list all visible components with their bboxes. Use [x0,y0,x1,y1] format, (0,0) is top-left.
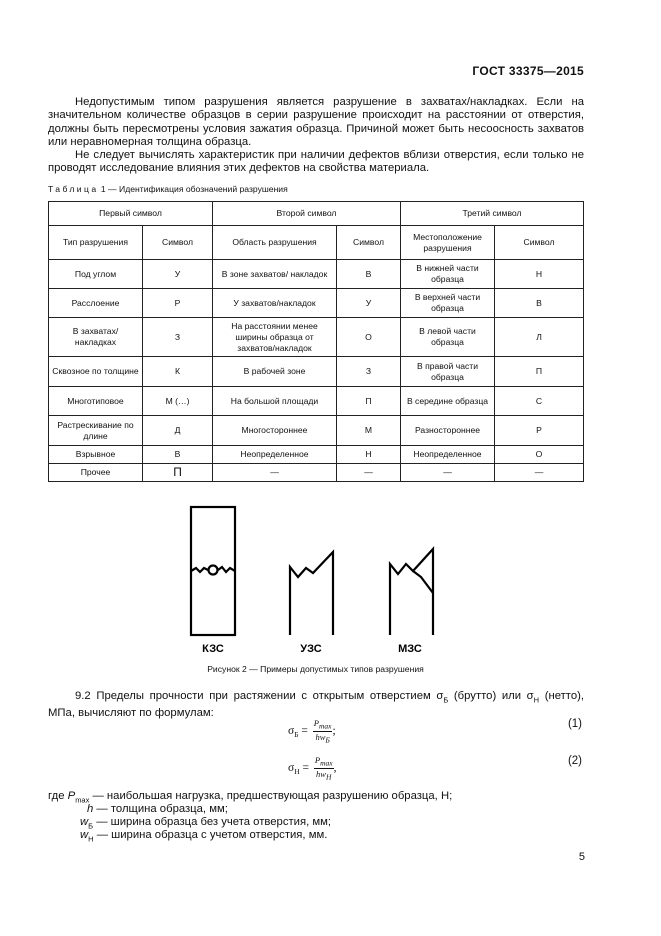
table-cell: Взрывное [49,446,143,464]
table-row [49,318,584,357]
column-header: Область разрушения [213,226,337,260]
definition-text: — толщина образца, мм; [93,803,228,815]
uzs-specimen [290,552,333,635]
document-header: ГОСТ 33375—2015 [472,64,584,78]
table-row [49,464,584,482]
table-cell: В правой части образца [401,357,495,387]
section-9-2 [48,690,584,720]
table-header-row [49,226,584,260]
table-cell: З [143,318,213,357]
table-row [49,357,584,387]
table-cell: О [495,446,584,464]
formula-symbol: P [314,755,321,765]
table-cell: Неопределенное [401,446,495,464]
failure-types-figure [186,505,446,657]
table-cell: В верхней части образца [401,289,495,318]
table-cell: Сквозное по толщине [49,357,143,387]
table-cell: В захватах/ накладках [49,318,143,357]
table-row [49,289,584,318]
section-text: (нетто), МПа, вычисляют по формулам: [48,690,585,719]
subscript: Б [294,730,299,740]
table-cell: Разностороннее [401,416,495,446]
table-cell: В левой части образца [401,318,495,357]
table-cell: В [337,260,401,289]
section-text: (брутто) или σ [448,690,534,702]
definition-symbol: w [80,816,89,828]
column-header: Символ [337,226,401,260]
figure-label: МЗС [398,643,422,655]
figure-caption: Рисунок 2 — Примеры допустимых типов разрушения [207,664,424,674]
table-cell: В рабочей зоне [213,357,337,387]
definition-symbol: h [87,803,94,815]
failure-codes-table [48,201,584,482]
table-cell: К [143,357,213,387]
formula-punct: ; [332,724,336,737]
table-cell: М [337,416,401,446]
denominator [313,732,333,745]
table-caption [48,184,288,194]
paragraph-failure-type [48,96,584,149]
table-cell: Р [143,289,213,318]
formula-number: (2) [567,755,582,767]
table-cell: Л [495,318,584,357]
formula-symbol: σ [288,724,295,737]
table-cell: П [337,387,401,416]
group-header: Второй символ [213,202,401,226]
table-row [49,387,584,416]
fraction [314,755,334,781]
table-cell: З [337,357,401,387]
column-header: Символ [143,226,213,260]
definition-symbol: w [80,829,89,841]
denominator [314,769,334,782]
table-cell: — [337,464,401,482]
table-cell: П [495,357,584,387]
definition-symbol: P [67,790,76,802]
table-cell: Многотиповое [49,387,143,416]
kzs-specimen [191,507,235,635]
table-cell: — [401,464,495,482]
table-cell: У [337,289,401,318]
column-header: Местоположение разрушения [401,226,495,260]
table-group-header-row [49,202,584,226]
table-cell: О [337,318,401,357]
column-header: Тип разрушения [49,226,143,260]
table-cell: Растрескивание по длине [49,416,143,446]
subscript: Н [294,767,300,777]
table-cell: С [495,387,584,416]
fraction [313,718,336,745]
table-cell: Многостороннее [213,416,337,446]
definition-text: — наибольшая нагрузка, предшествующая разрушению образца, Н; [89,790,453,802]
paragraph-text: Не следует вычислять характеристик при наличии дефектов вблизи отверстия, если только не проводят исследование влияния этих дефектов на свойства материала. [48,149,584,175]
definition-prefix: где [48,790,68,802]
table-cell: У [143,260,213,289]
subscript: Б [443,695,449,705]
table-cell: Под углом [49,260,143,289]
table-cell: На расстоянии менее ширины образца от захватов/накладок [213,318,337,357]
table-cell: Расслоение [49,289,143,318]
formula-symbol: hw [316,768,326,779]
numerator [314,755,334,769]
table-cell: Неопределенное [213,446,337,464]
definition-text: — ширина образца с учетом отверстия, мм. [93,829,328,841]
formula-symbol: P [313,718,319,728]
subscript: max [318,721,332,731]
table-cell: В [495,289,584,318]
subscript: Н [533,695,540,705]
table-cell: В нижней части образца [401,260,495,289]
column-header: Символ [495,226,584,260]
table-cell: — [213,464,337,482]
mzs-specimen [390,549,433,635]
section-number: 9.2 [75,690,91,702]
figure-label: УЗС [300,643,322,655]
definition-text: — ширина образца без учета отверстия, мм; [93,816,332,828]
subscript: Н [325,772,332,782]
table-cell: В зоне захватов/ накладок [213,260,337,289]
table-cell: У захватов/накладок [213,289,337,318]
table-cell: М (…) [143,387,213,416]
section-text: Пределы прочности при растяжении с открытым отверстием σ [96,690,444,702]
table-cell: Прочее [49,464,143,482]
table-row [49,416,584,446]
formula-2: $\sigma_Н$ = $\frac{P_{max}}{hw_Н}$ , [288,755,337,782]
numerator [313,718,333,732]
paragraph-defects [48,149,584,176]
table-cell: Н [495,260,584,289]
subscript: Б [88,821,94,831]
table-cell: П [143,464,213,482]
table-cell: На большой площади [213,387,337,416]
subscript: max [75,795,90,805]
paragraph-text: Недопустимым типом разрушения является разрушение в захватах/накладках. Если на значительном количестве образцов в серии разрушение происходит на расстоянии от отверстия, должны быть пересмотрены условия зажатия образца. Причиной может быть несоосность захватов или неравномерная толщина образца. [48,96,584,148]
table-cell: — [495,464,584,482]
formula-1: $\sigma_Б$ = $\frac{P_{max}}{hw_Б}$ ; [288,718,336,745]
table-caption-text: 1 — Идентификация обозначений разрушения [100,184,288,194]
table-caption-label: Таблица [48,184,99,194]
table-cell: В середине образца [401,387,495,416]
subscript: Б [325,735,330,745]
formula-punct: , [333,761,337,774]
subscript: max [320,758,333,768]
table-cell: Д [143,416,213,446]
formula-number: (1) [567,718,582,730]
subscript: Н [88,834,94,844]
table-cell: Р [495,416,584,446]
group-header: Третий символ [401,202,584,226]
formula-symbol: hw [315,731,326,742]
table-row [49,260,584,289]
table-row [49,446,584,464]
formula-symbol: σ [288,761,295,774]
definition-line [87,803,228,816]
table-cell: Н [337,446,401,464]
page-number: 5 [578,851,585,863]
table-cell: В [143,446,213,464]
figure-label: КЗС [202,643,224,655]
group-header: Первый символ [49,202,213,226]
definition-line [80,829,327,846]
